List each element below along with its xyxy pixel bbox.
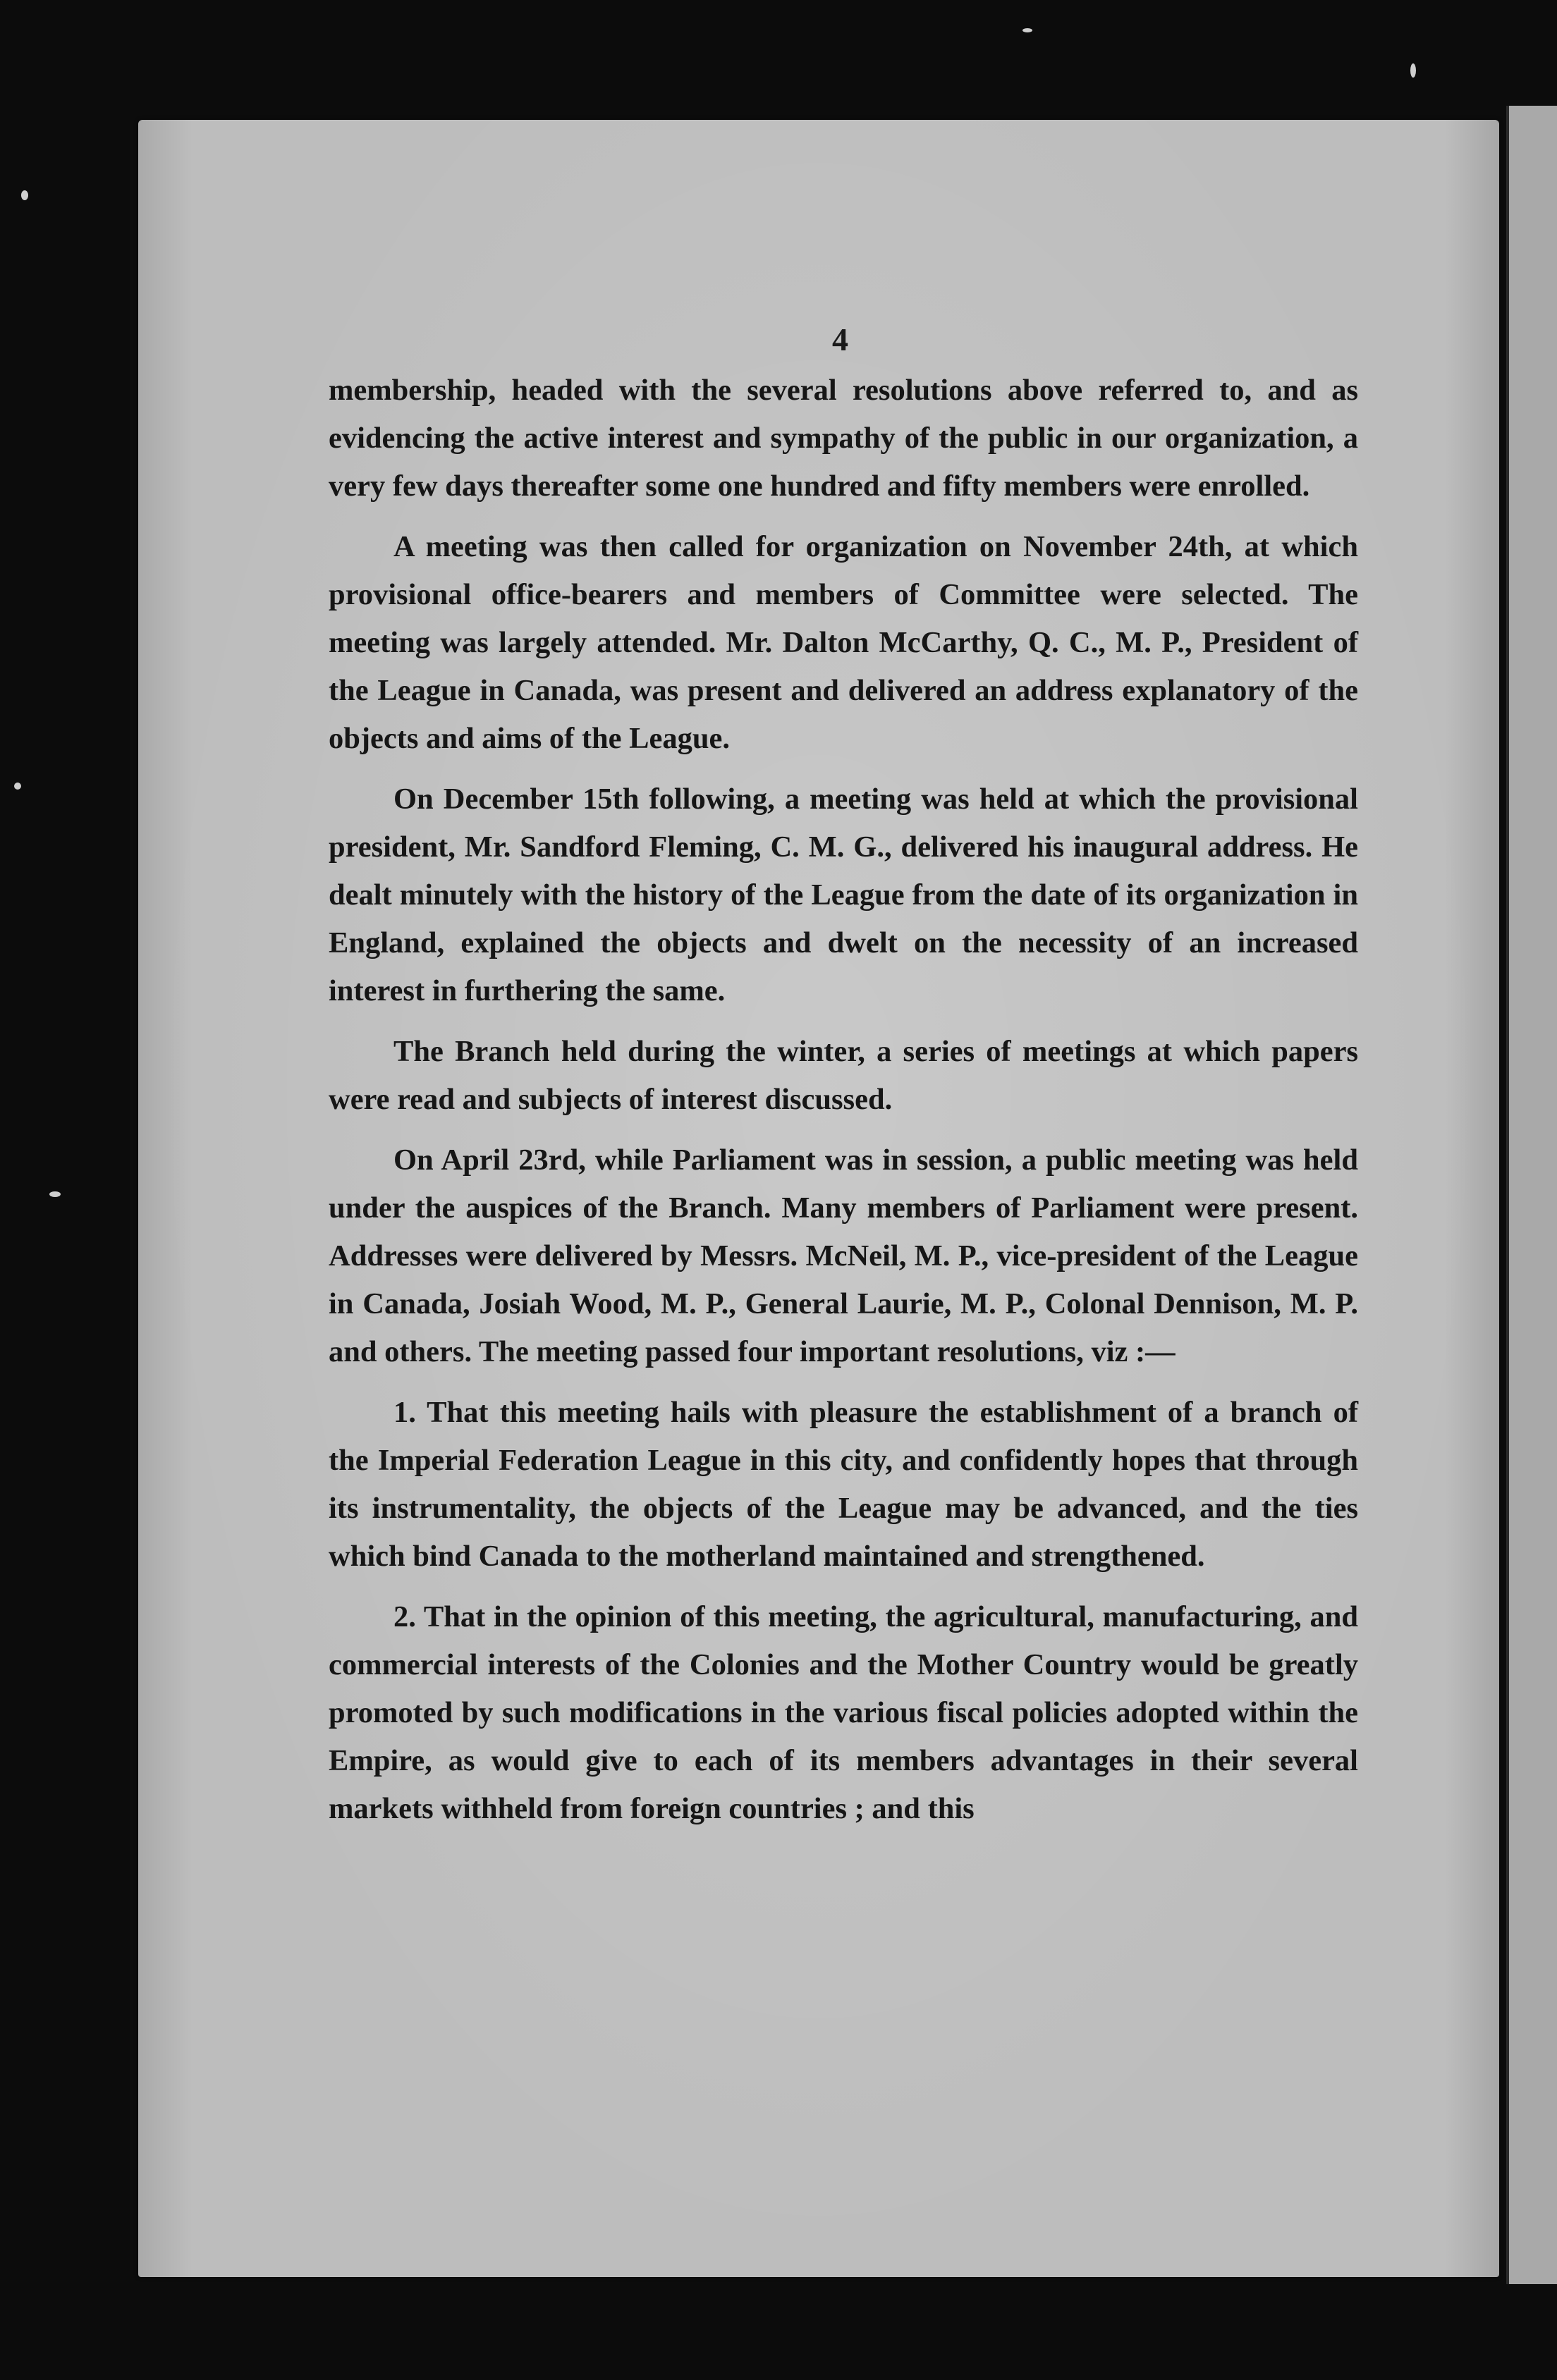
resolution-2: 2. That in the opinion of this meeting, the agricultural, manufacturing, and commercial interests of the Colonies and the Mother Country would be greatly promoted by such modifications in the various fiscal policies adopted within the Empire, as would give to each of its members advantages in their several markets withheld from foreign countries ; and this xyxy=(329,1600,1358,1825)
resolution-1: 1. That this meeting hails with pleasure the establishment of a branch of the Imperial Federation League in this city, and confidently hopes that through its instrumentality, the objects of the League may be advanced, and the ties which bind Canada to the motherland maintained and strengthened. xyxy=(329,1396,1358,1573)
body-text xyxy=(329,367,1358,1846)
paragraph-membership: membership, headed with the several resolutions above referred to, and as evidencing the active interest and sympathy of the public in our organization, a very few days thereafter some one hundred and fifty members were enrolled. xyxy=(329,374,1358,503)
dust-speck xyxy=(14,783,21,790)
dust-speck xyxy=(1410,63,1416,78)
paragraph-winter-meetings: The Branch held during the winter, a series of meetings at which papers were read and subjects of interest discussed. xyxy=(329,1035,1358,1116)
dust-speck xyxy=(1022,28,1032,32)
paragraph-organization-meeting: A meeting was then called for organization on November 24th, at which provisional office-bearers and members of Committee were selected. The meeting was largely attended. Mr. Dalton McCarthy, Q. C., M. P., President of the League in Canada, was present and delivered an address explanatory of the objects and aims of the League. xyxy=(329,530,1358,755)
paragraph-public-meeting: On April 23rd, while Parliament was in session, a public meeting was held under the auspices of the Branch. Many members of Parliament were present. Addresses were delivered by Messrs. McNeil, M. P., vice-president of the League in Canada, Josiah Wood, M. P., General Laurie, M. P., Colonal Dennison, M. P. and others. The meeting passed four important resolutions, viz :— xyxy=(329,1143,1358,1368)
dust-speck xyxy=(21,190,28,200)
paragraph-inaugural-address: On December 15th following, a meeting was held at which the provisional president, Mr. Sandford Fleming, C. M. G., delivered his inaugural address. He dealt minutely with the history of the League from the date of its organization in England, explained the objects and dwelt on the necessity of an increased interest in furthering the same. xyxy=(329,783,1358,1007)
dust-speck xyxy=(49,1191,61,1197)
adjacent-page-edge xyxy=(1506,106,1557,2284)
page-number: 4 xyxy=(832,321,848,357)
